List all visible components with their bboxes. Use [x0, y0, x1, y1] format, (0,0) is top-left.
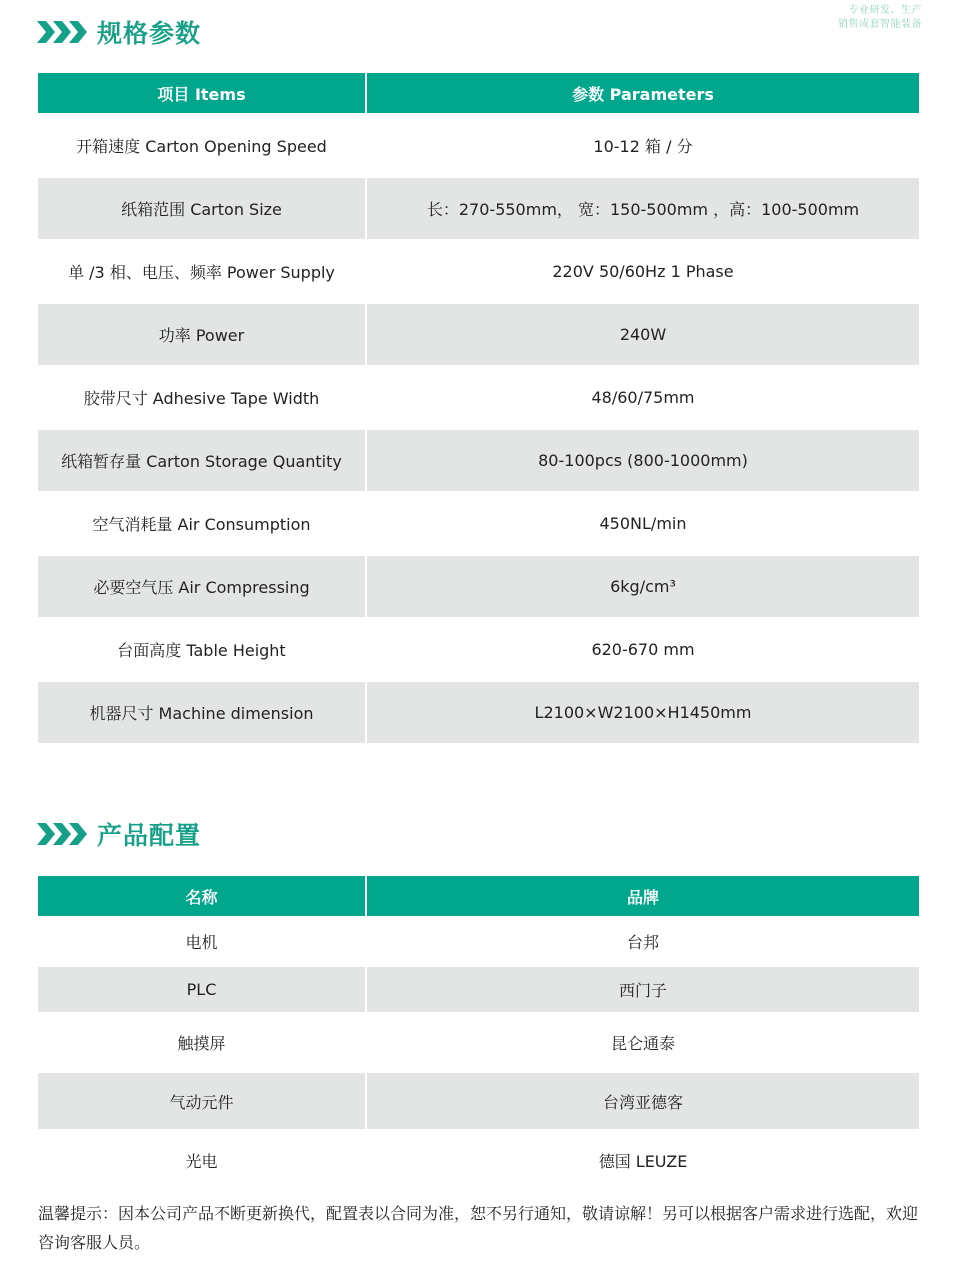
- spec-item: 台面高度 Table Height: [117, 641, 286, 660]
- spec-item: 开箱速度 Carton Opening Speed: [76, 137, 327, 156]
- config-table: [38, 876, 919, 1189]
- spec-value: 450NL/min: [599, 514, 687, 533]
- specs-section-heading: [37, 12, 201, 52]
- tagline-line-1: 专业研发、生产: [848, 5, 922, 16]
- component-brand: 西门子: [367, 967, 919, 1012]
- table-row: [38, 1131, 919, 1189]
- spec-value: 6kg/cm³: [367, 556, 919, 617]
- table-row: [38, 1073, 919, 1129]
- spec-item: 机器尺寸 Machine dimension: [38, 682, 365, 743]
- header-brand: 品牌: [367, 876, 919, 916]
- table-row: [38, 241, 919, 302]
- component-name: 气动元件: [38, 1073, 365, 1129]
- spec-item: 胶带尺寸 Adhesive Tape Width: [83, 389, 320, 408]
- specs-table: [38, 73, 919, 743]
- table-row: [38, 682, 919, 743]
- component-name: 电机: [185, 932, 218, 952]
- spec-value: 长：270-550mm， 宽：150-500mm ，高：100-500mm: [367, 178, 919, 239]
- spec-value: 240W: [367, 304, 919, 365]
- component-name: PLC: [38, 967, 365, 1012]
- component-brand: 台湾亚德客: [367, 1073, 919, 1129]
- config-table-header: [38, 876, 919, 916]
- table-row: [38, 367, 919, 428]
- component-brand: 台邦: [626, 932, 659, 952]
- disclaimer-note: 温馨提示：因本公司产品不断更新换代，配置表以合同为准，恕不另行通知，敬请谅解！另可以根据客户需求进行选配，欢迎咨询客服人员。: [38, 1204, 919, 1252]
- spec-item: 功率 Power: [38, 304, 365, 365]
- triple-chevron-icon: [37, 19, 89, 45]
- table-row: [38, 178, 919, 239]
- table-row: [38, 304, 919, 365]
- table-row: [38, 619, 919, 680]
- specs-title: 规格参数: [97, 19, 202, 48]
- config-title: 产品配置: [97, 821, 202, 850]
- spec-value: 48/60/75mm: [591, 388, 695, 407]
- component-name: 光电: [185, 1151, 218, 1171]
- tagline-line-2: 销售成套智能装备: [838, 19, 922, 30]
- company-tagline: [838, 4, 922, 32]
- header-items: 项目 Items: [38, 73, 365, 113]
- header-name: 名称: [38, 876, 365, 916]
- spec-value: 80-100pcs (800-1000mm): [367, 430, 919, 491]
- spec-item: 必要空气压 Air Compressing: [38, 556, 365, 617]
- spec-value: 220V 50/60Hz 1 Phase: [552, 262, 734, 281]
- spec-value: 620-670 mm: [591, 640, 695, 659]
- table-row: [38, 430, 919, 491]
- table-row: [38, 556, 919, 617]
- table-row: [38, 917, 919, 965]
- component-brand: 德国 LEUZE: [598, 1151, 688, 1171]
- table-row: [38, 967, 919, 1012]
- triple-chevron-icon: [37, 821, 89, 847]
- table-row: [38, 493, 919, 554]
- spec-value: L2100×W2100×H1450mm: [367, 682, 919, 743]
- specs-table-header: [38, 73, 919, 113]
- table-row: [38, 1014, 919, 1071]
- spec-value: 10-12 箱 / 分: [593, 137, 693, 156]
- spec-item: 纸箱暂存量 Carton Storage Quantity: [38, 430, 365, 491]
- spec-item: 纸箱范围 Carton Size: [38, 178, 365, 239]
- component-brand: 昆仑通泰: [610, 1034, 675, 1053]
- table-row: [38, 115, 919, 176]
- spec-item: 空气消耗量 Air Consumption: [92, 515, 311, 534]
- spec-item: 单 /3 相、电压、频率 Power Supply: [68, 263, 335, 282]
- component-name: 触摸屏: [177, 1034, 226, 1053]
- header-parameters: 参数 Parameters: [367, 73, 919, 113]
- config-section-heading: [37, 814, 201, 854]
